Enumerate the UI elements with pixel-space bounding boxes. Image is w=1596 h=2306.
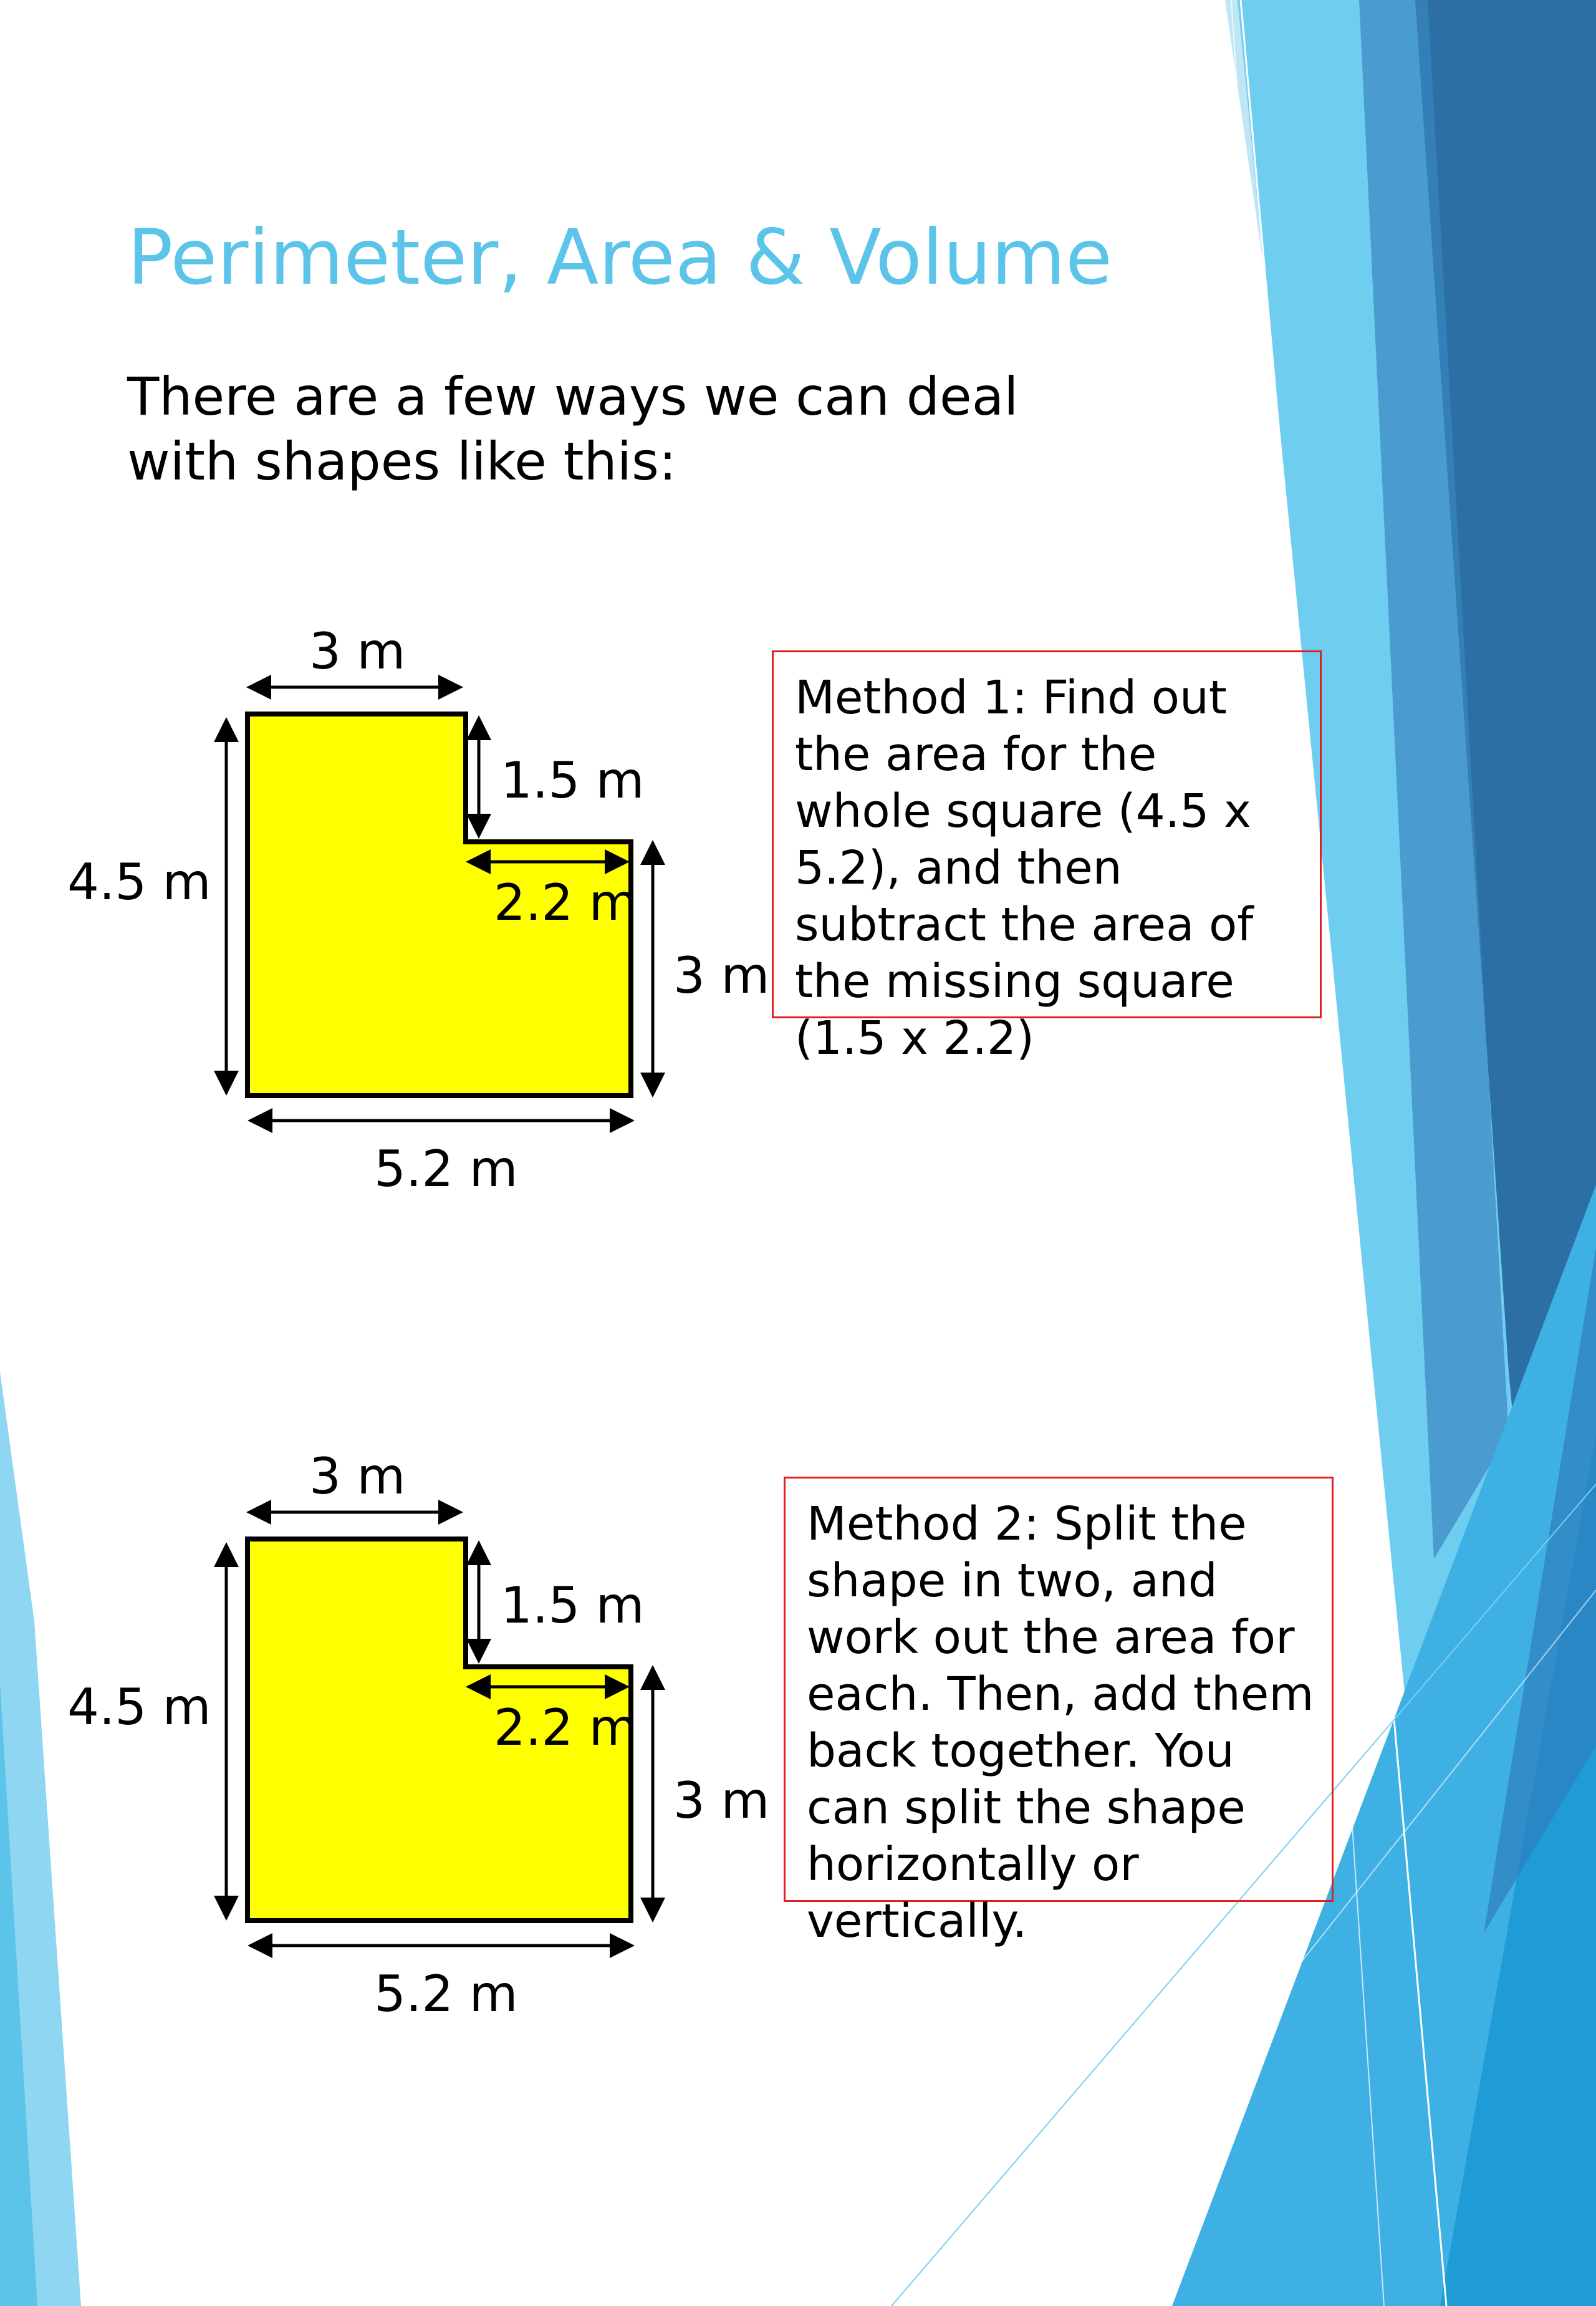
left-height-label: 4.5 m xyxy=(67,1678,211,1736)
intro-text: There are a few ways we can deal with shapes like this: xyxy=(127,366,1019,492)
bottom-width-label: 5.2 m xyxy=(374,1140,518,1198)
l-shape-diagram-1 xyxy=(0,624,810,1210)
notch-height-label: 1.5 m xyxy=(501,751,645,809)
method-2-text: Method 2: Split the shape in two, and work out the area for each. Then, add them back together. You can split the shape horizontally or vertically. xyxy=(807,1497,1314,1948)
top-width-label: 3 m xyxy=(309,1447,406,1505)
notch-height-label: 1.5 m xyxy=(501,1576,645,1634)
method-1-text: Method 1: Find out the area for the whole square (4.5 x 5.2), and then subtract the area of the missing square (1.5 x 2.2) xyxy=(795,671,1254,1065)
method-2-box xyxy=(784,1477,1334,1948)
notch-width-label: 2.2 m xyxy=(494,874,638,932)
bottom-width-label: 5.2 m xyxy=(374,1965,518,2023)
notch-width-label: 2.2 m xyxy=(494,1699,638,1757)
right-height-label: 3 m xyxy=(673,1772,770,1830)
top-width-label: 3 m xyxy=(309,622,406,680)
slide-title: Perimeter, Area & Volume xyxy=(127,213,1113,302)
l-shape-figure xyxy=(0,1449,810,2035)
method-1-box xyxy=(772,650,1322,1065)
l-shape-figure xyxy=(0,624,810,1210)
left-height-label: 4.5 m xyxy=(67,853,211,911)
right-height-label: 3 m xyxy=(673,947,770,1005)
l-shape-diagram-2 xyxy=(0,1449,810,2035)
